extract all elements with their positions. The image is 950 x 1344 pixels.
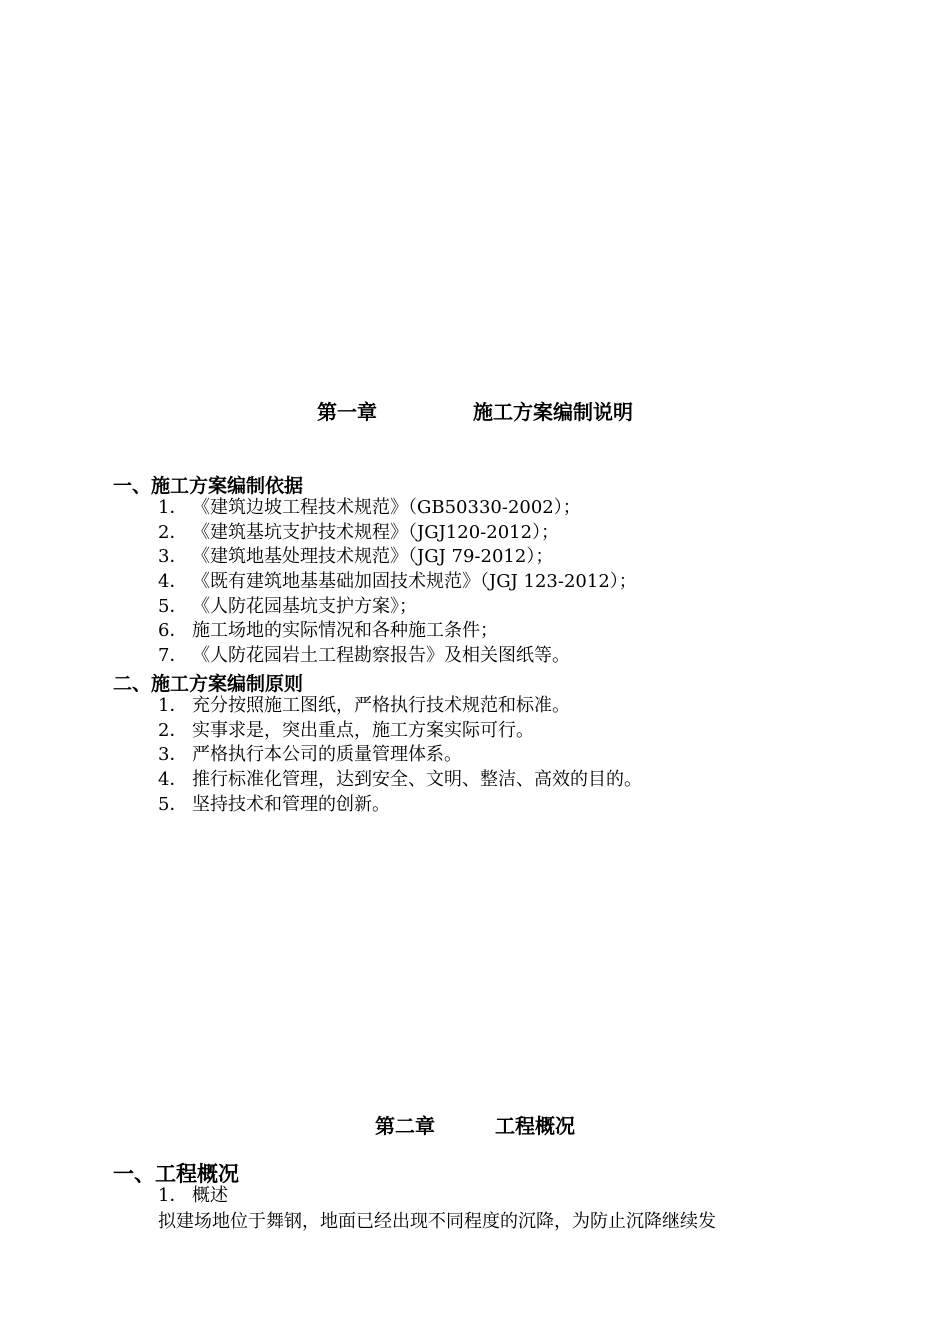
section-heading-overview: 一、工程概况 — [113, 1162, 239, 1186]
chapter-2-label: 第二章 — [375, 1114, 435, 1138]
section-heading-principles: 二、施工方案编制原则 — [113, 673, 304, 695]
basis-list — [158, 496, 637, 669]
list-item: 2． 《建筑基坑支护技术规程》（JGJ120-2012）； — [158, 521, 560, 543]
list-item: 3． 《建筑地基处理技术规范》（JGJ 79-2012）； — [158, 546, 554, 568]
list-item: 4． 推行标准化管理，达到安全、文明、整洁、高效的目的。 — [158, 769, 642, 791]
subsection-overview: 1． 概述 — [158, 1185, 228, 1206]
list-item: 4． 《既有建筑地基基础加固技术规范》（JGJ 123-2012）； — [158, 571, 637, 593]
list-item: 2． 实事求是，突出重点，施工方案实际可行。 — [158, 719, 534, 741]
chapter-1-label: 第一章 — [317, 400, 377, 424]
chapter-2-title — [0, 1110, 950, 1139]
chapter-1-heading: 施工方案编制说明 — [473, 400, 633, 424]
chapter-2-heading: 工程概况 — [495, 1114, 575, 1138]
list-item: 5． 《人防花园基坑支护方案》； — [158, 595, 417, 617]
overview-paragraph: 拟建场地位于舞钢，地面已经出现不同程度的沉降，为防止沉降继续发 — [158, 1211, 716, 1232]
list-item: 6． 施工场地的实际情况和各种施工条件； — [158, 620, 498, 642]
section-heading-basis: 一、施工方案编制依据 — [113, 475, 304, 497]
list-item: 1． 《建筑边坡工程技术规范》（GB50330-2002）； — [158, 497, 581, 518]
chapter-1-title — [0, 396, 950, 425]
list-item: 7． 《人防花园岩土工程勘察报告》及相关图纸等。 — [158, 645, 570, 667]
list-item: 3． 严格执行本公司的质量管理体系。 — [158, 744, 462, 766]
list-item: 5． 坚持技术和管理的创新。 — [158, 793, 390, 815]
principles-list — [158, 694, 642, 817]
list-item: 1． 充分按照施工图纸，严格执行技术规范和标准。 — [158, 695, 570, 716]
